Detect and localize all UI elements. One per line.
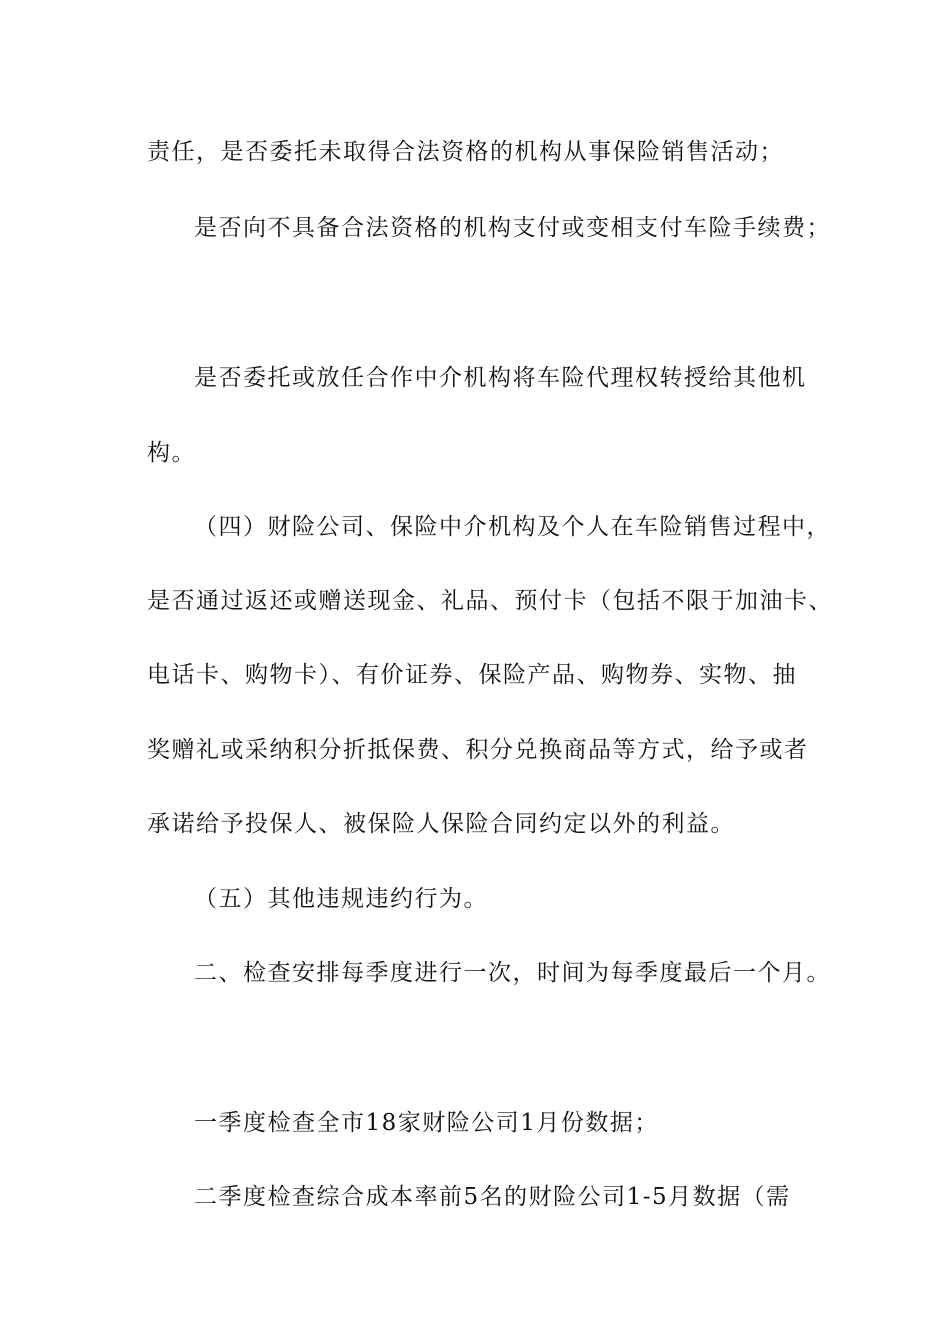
text-line-4: 构。	[147, 440, 196, 466]
text-line-12: 一季度检查全市18家财险公司1月份数据；	[194, 1110, 659, 1136]
text-line-5: （四）财险公司、保险中介机构及个人在车险销售过程中，	[194, 514, 831, 540]
text-line-1: 责任，是否委托未取得合法资格的机构从事保险销售活动；	[147, 139, 784, 165]
text-line-9: 承诺给予投保人、被保险人保险合同约定以外的利益。	[147, 811, 735, 837]
text-line-11: 二、检查安排每季度进行一次，时间为每季度最后一个月。	[194, 960, 831, 986]
text-line-7: 电话卡、购物卡）、有价证券、保险产品、购物券、实物、抽	[147, 662, 797, 688]
text-line-2: 是否向不具备合法资格的机构支付或变相支付车险手续费；	[194, 215, 831, 241]
text-line-10: （五）其他违规违约行为。	[194, 886, 488, 912]
text-line-8: 奖赠礼或采纳积分折抵保费、积分兑换商品等方式，给予或者	[147, 737, 809, 763]
text-line-13: 二季度检查综合成本率前5名的财险公司1-5月数据（需	[194, 1184, 791, 1210]
text-line-3: 是否委托或放任合作中介机构将车险代理权转授给其他机	[194, 365, 807, 391]
text-line-6: 是否通过返还或赠送现金、礼品、预付卡（包括不限于加油卡、	[147, 588, 833, 614]
